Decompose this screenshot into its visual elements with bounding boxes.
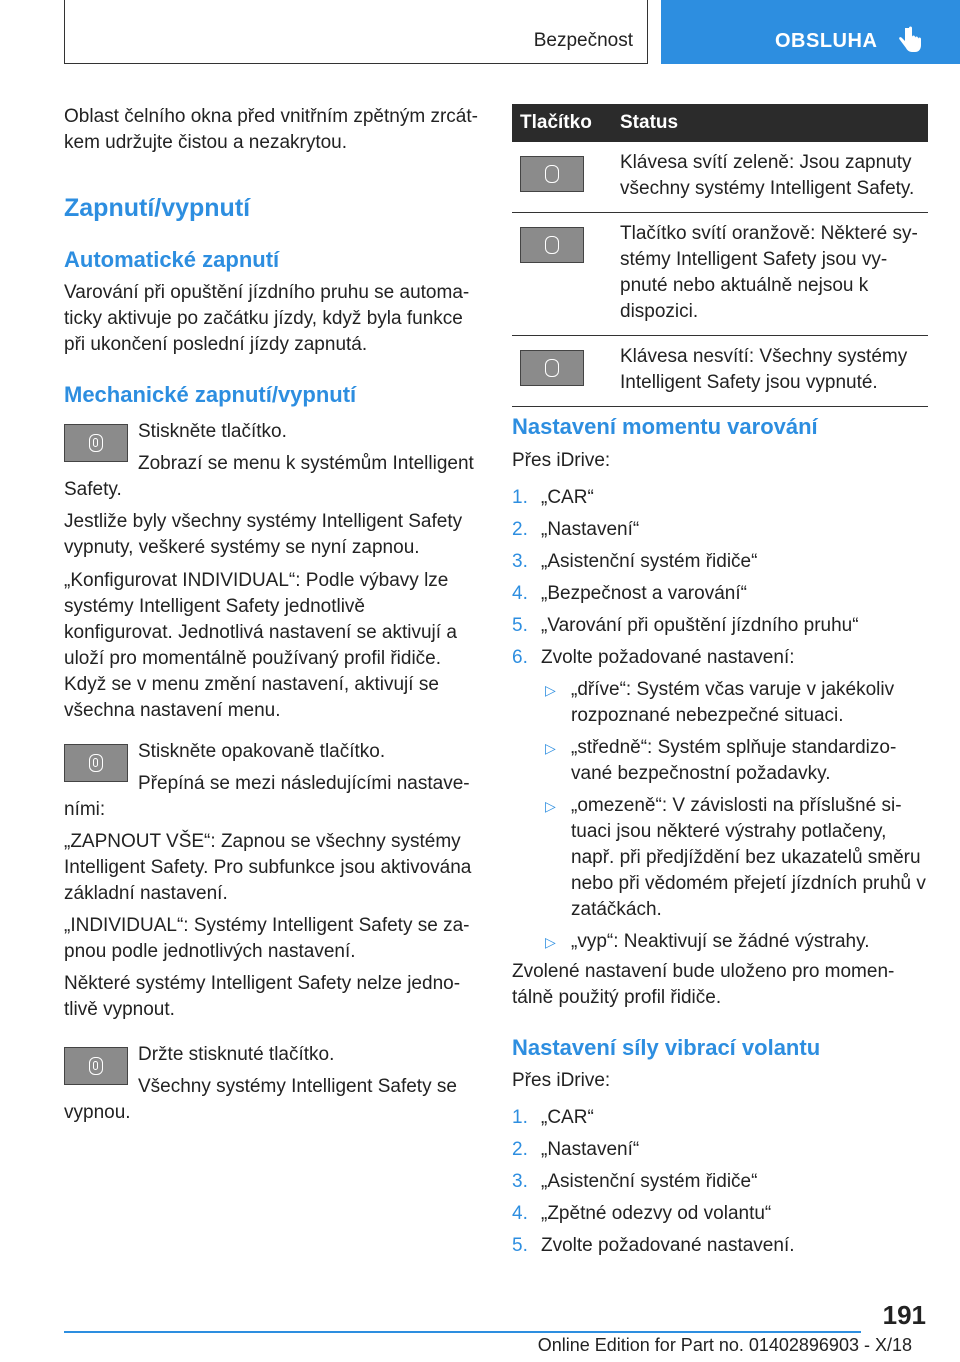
table-row: [512, 336, 928, 407]
key2-line2: Přepíná se mezi následujícími nastaveními:: [64, 773, 470, 820]
status-cell: Tlačítko svítí oranžově: Některé systémy Intelligent Safety jsou vypnuté nebo aktuálně nejsou k dispozici.: [612, 213, 928, 336]
sub-list-item: ▷ „vyp“: Neaktivují se žádné výstrahy.: [541, 929, 928, 955]
list-item: 1. „CAR“: [512, 1107, 594, 1128]
steps-list-vibrace: [512, 1105, 928, 1259]
intelligent-safety-button-icon: [520, 227, 584, 263]
triangle-bullet-icon: ▷: [545, 740, 556, 756]
auto-paragraph: Varování při opuštění jízdního pruhu se automaticky aktivuje po začátku jízdy, když byla funkce při ukončení poslední jízdy zapnutá.: [64, 282, 470, 355]
list-item: 3. „Asistenční systém řidiče“: [512, 1171, 758, 1192]
key2-line1: Stiskněte opakovaně tlačítko.: [138, 741, 386, 762]
paragraph-nektere: Některé systémy Intelligent Safety nelze jednotlivě vypnout.: [64, 973, 461, 1020]
table-header-tlacitko: Tlačítko: [512, 104, 612, 142]
sub-list-item: ▷ „omezeně“: V závislosti na příslušné situaci jsou některé výstrahy potlačeny, např. při předjíždění bez ukazatelů směru nebo při vědomém přejetí jízdních pruhů v zatáčkách.: [545, 795, 926, 920]
paragraph-konfigurovat: „Konfigurovat INDIVIDUAL“: Podle výbavy lze systémy Intelligent Safety jednotlivě konfigurovat. Jednotlivá nastavení se aktivují a uloží pro momentálně používaný profil řidiče. Když se v menu změní nastavení, aktivují se všechna nastavení menu.: [64, 570, 457, 721]
key1-line1: Stiskněte tlačítko.: [138, 421, 287, 442]
heading-nastaveni-sily: Nastavení síly vibrací volantu: [512, 1035, 821, 1060]
key3-line2: Všechny systémy Intelligent Safety se vypnou.: [64, 1076, 457, 1123]
pres-idrive-2: Přes iDrive:: [512, 1070, 611, 1091]
chapter-title: OBSLUHA: [775, 30, 878, 52]
pres-idrive-1: Přes iDrive:: [512, 450, 611, 471]
status-cell: Klávesa svítí zeleně: Jsou zapnuty všechny systémy Intelligent Safety.: [612, 142, 928, 213]
triangle-bullet-icon: ▷: [545, 798, 556, 814]
options-sublist: [541, 677, 928, 955]
intelligent-safety-button-icon: [520, 156, 584, 192]
list-item: 5. Zvolte požadované nastavení.: [512, 1235, 795, 1256]
chapter-tab: [661, 0, 960, 64]
intelligent-safety-button-icon: [520, 350, 584, 386]
list-item: 3. „Asistenční systém řidiče“: [512, 551, 758, 572]
list-item: 2. „Nastavení“: [512, 519, 640, 540]
sub-list-item: ▷ „středně“: Systém splňuje standardizované bezpečnostní požadavky.: [545, 737, 897, 784]
list-item: 1. „CAR“: [512, 487, 594, 508]
sub-list-item: ▷ „dříve“: Systém včas varuje v jakékoliv rozpoznané nebezpečné situaci.: [545, 679, 895, 726]
steps-list-moment: [512, 485, 928, 955]
key3-line1: Držte stisknuté tlačítko.: [138, 1044, 335, 1065]
triangle-bullet-icon: ▷: [545, 682, 556, 698]
heading-nastaveni-momentu: Nastavení momentu varování: [512, 414, 818, 439]
status-table: [512, 104, 928, 407]
key1-line2: Zobrazí se menu k systémům Intelligent Safety.: [64, 453, 474, 500]
status-cell: Klávesa nesvítí: Všechny systémy Intelligent Safety jsou vypnuté.: [612, 336, 928, 407]
header-section-box: [64, 0, 648, 64]
table-header-status: Status: [612, 104, 928, 142]
list-item: 6. Zvolte požadované nastavení: ▷ „dříve“: Systém včas varuje v jakékoliv rozpoznané nebezpečné situaci. ▷ „středně“: Systém splňuje standardizované bezpečnostní požadavky. ▷ „omezeně“: V závislosti na příslušné situaci jsou některé výstrahy potlačeny, např. při předjíždění bez ukazatelů směru nebo při vědomém přejetí jízdních pruhů v zatáčkách. ▷ „vyp“: Neaktivují se žádné výstrahy.: [512, 645, 928, 955]
intro-paragraph: Oblast čelního okna před vnitřním zpětným zrcátkem udržujte čistou a nezakrytou.: [64, 106, 478, 153]
page-number: 191: [882, 1300, 926, 1330]
list-item: 2. „Nastavení“: [512, 1139, 640, 1160]
section-title: Bezpečnost: [533, 30, 633, 51]
paragraph-zapnout-vse: „ZAPNOUT VŠE“: Zapnou se všechny systémy Intelligent Safety. Pro subfunkce jsou aktivována základní nastavení.: [64, 831, 472, 904]
edition-text: Online Edition for Part no. 01402896903 - X/18: [537, 1335, 912, 1355]
list-item: 4. „Zpětné odezvy od volantu“: [512, 1203, 772, 1224]
heading-automaticke-zapnuti: Automatické zapnutí: [64, 247, 280, 272]
heading-mechanicke-zapnuti: Mechanické zapnutí/vypnutí: [64, 382, 357, 407]
table-row: [512, 142, 928, 213]
paragraph-jestlize: Jestliže byly všechny systémy Intelligent Safety vypnuty, veškeré systémy se nyní zapnou.: [64, 511, 463, 558]
triangle-bullet-icon: ▷: [545, 934, 556, 950]
list-item: 4. „Bezpečnost a varování“: [512, 583, 747, 604]
paragraph-individual: „INDIVIDUAL“: Systémy Intelligent Safety se zapnou podle jednotlivých nastavení.: [64, 915, 470, 962]
paragraph-zvolene: Zvolené nastavení bude uloženo pro momentálně použitý profil řidiče.: [512, 961, 895, 1008]
table-row: [512, 213, 928, 336]
footer-divider: [64, 1331, 861, 1333]
heading-zapnuti-vypnuti: Zapnutí/vypnutí: [64, 194, 251, 222]
hand-pointer-icon: [896, 26, 922, 54]
list-item: 5. „Varování při opuštění jízdního pruhu“: [512, 615, 859, 636]
